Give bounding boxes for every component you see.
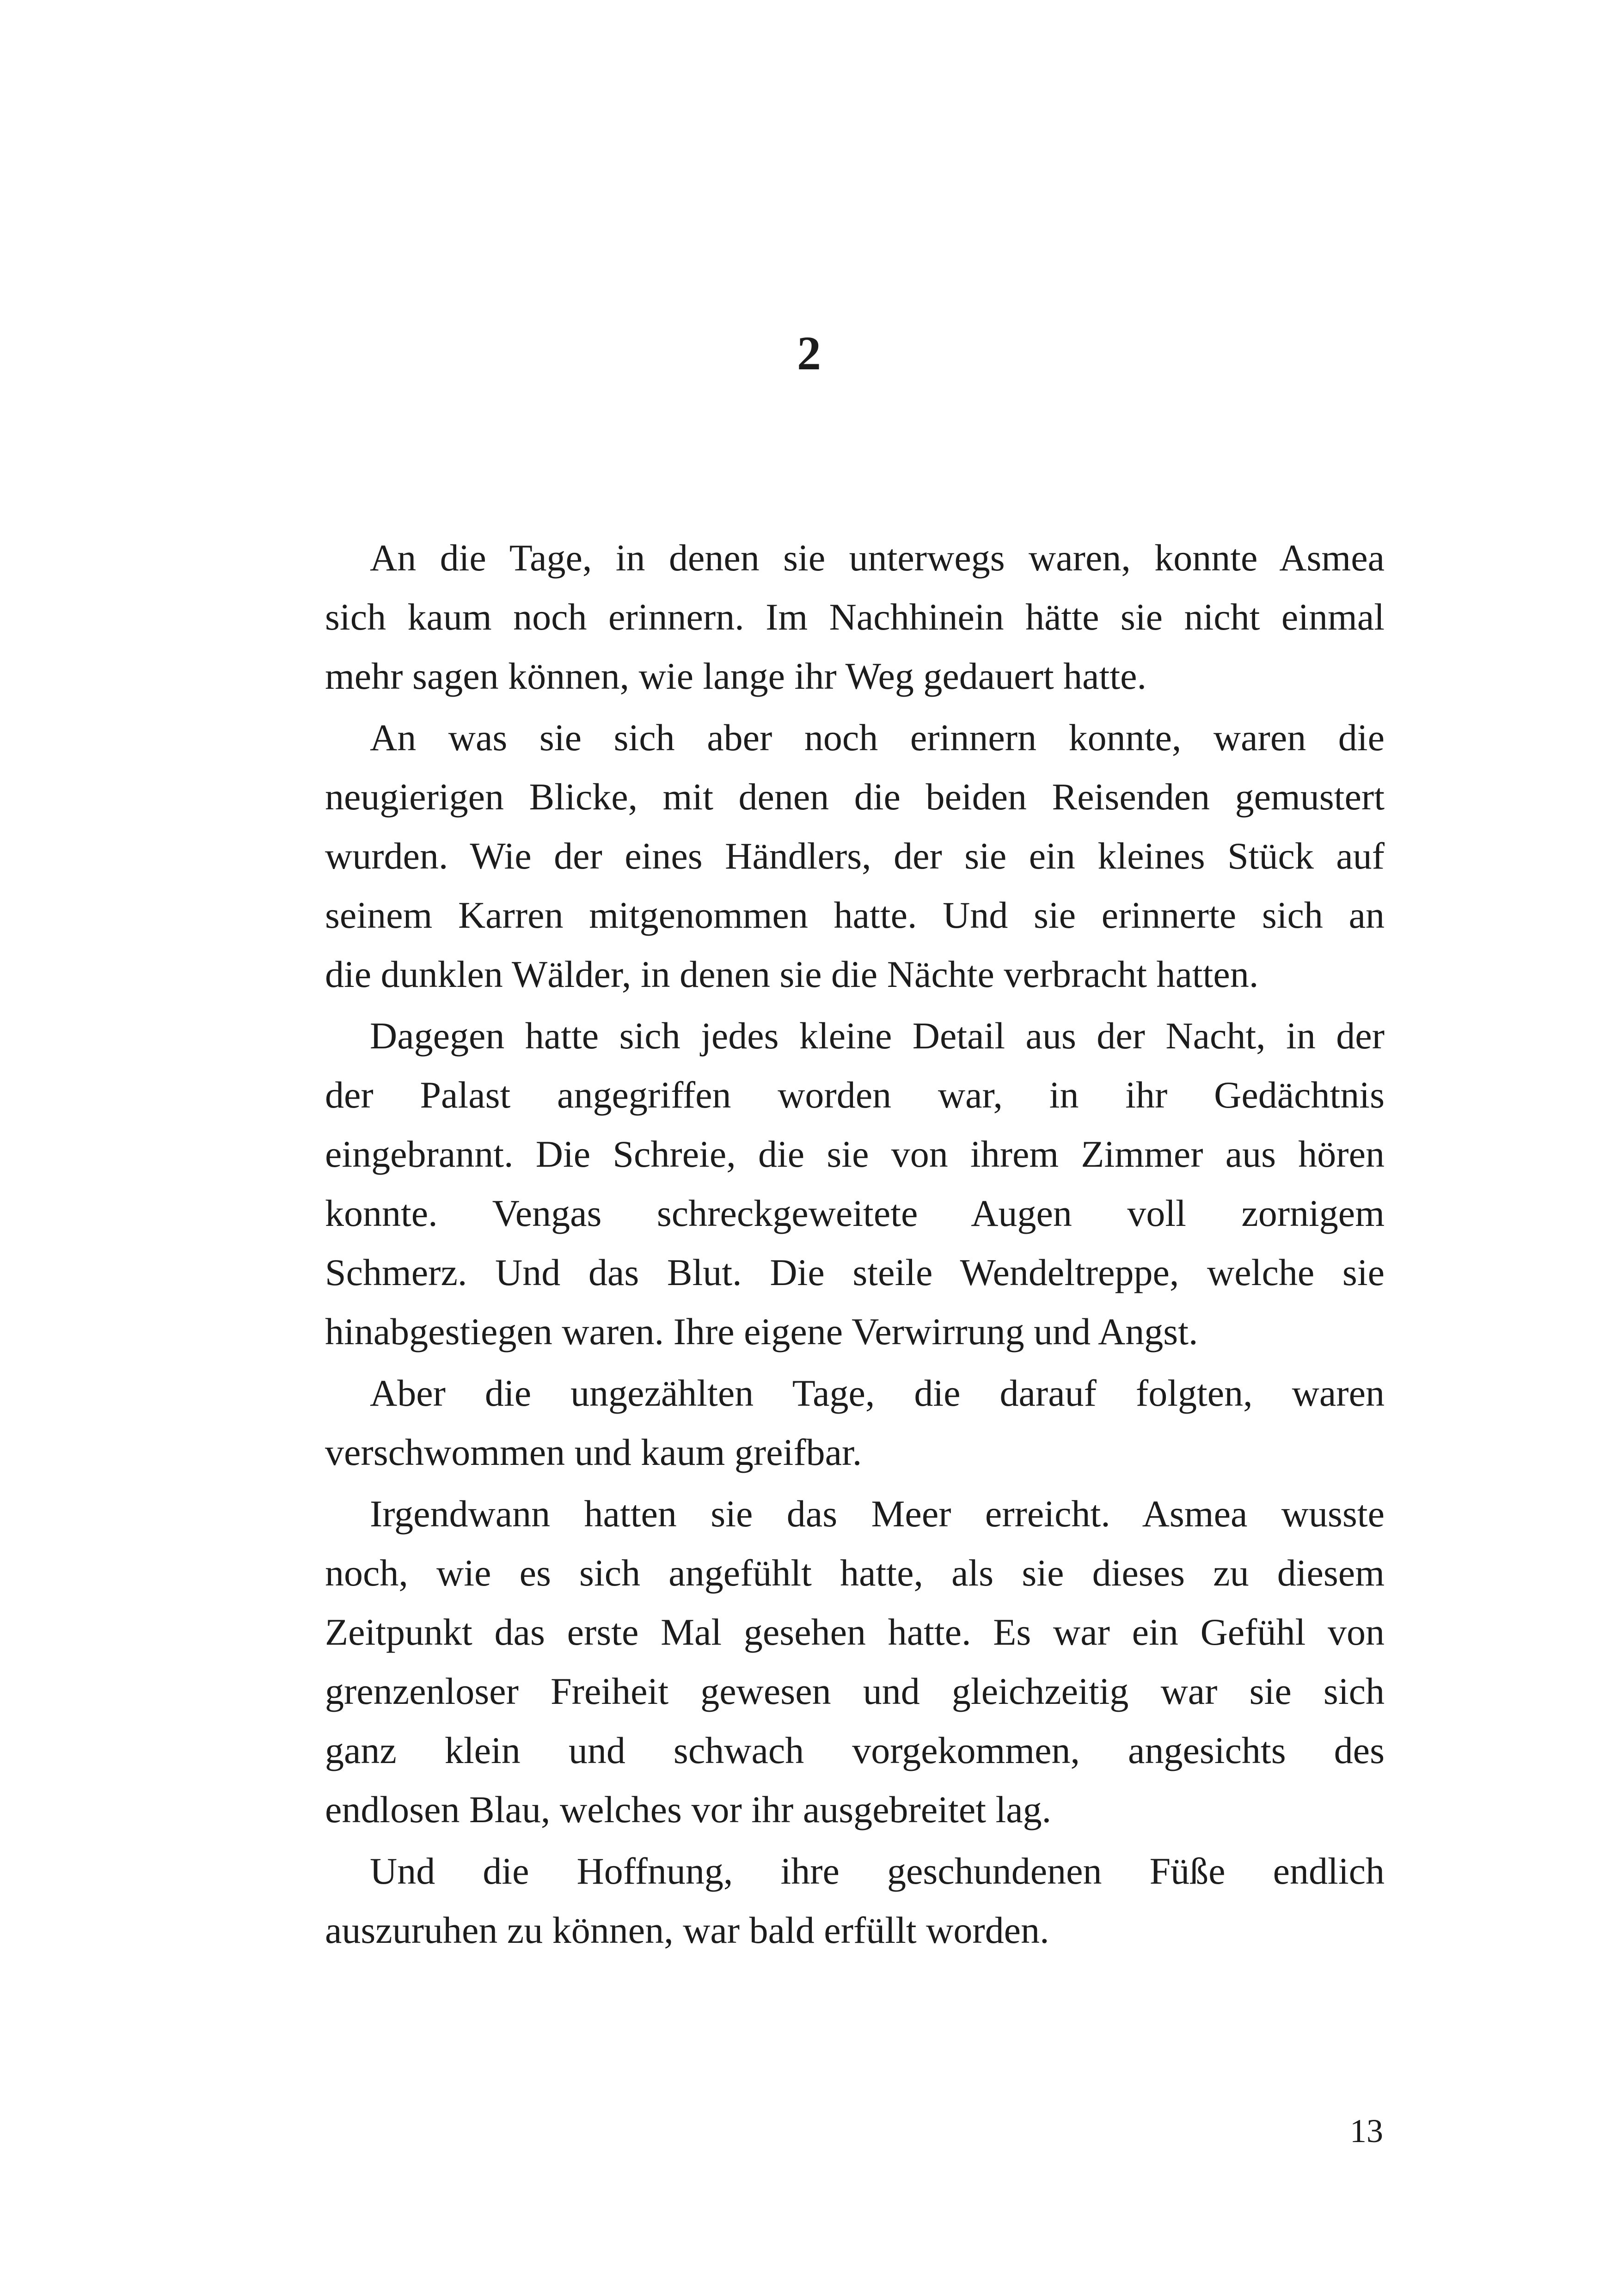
text-line: hinabgestiegen waren. Ihre eigene Verwirrung und Angst.	[325, 1310, 1198, 1353]
chapter-body	[325, 528, 1385, 1962]
text-line: auszuruhen zu können, war bald erfüllt worden.	[325, 1909, 1049, 1951]
paragraph	[325, 1364, 1385, 1482]
text-line: ganz klein und schwach vorgekommen, angesichts des	[325, 1729, 1385, 1771]
paragraph	[325, 708, 1385, 1004]
text-line: Aber die ungezählten Tage, die darauf folgten, waren	[370, 1372, 1385, 1414]
text-line: Zeitpunkt das erste Mal gesehen hatte. Es war ein Gefühl von	[325, 1611, 1385, 1653]
text-line: Irgendwann hatten sie das Meer erreicht. Asmea wusste	[370, 1493, 1385, 1535]
text-line: konnte. Vengas schreckgeweitete Augen voll zornigem	[325, 1192, 1385, 1234]
paragraph	[325, 1484, 1385, 1839]
text-line: noch, wie es sich angefühlt hatte, als sie dieses zu diesem	[325, 1552, 1385, 1594]
text-line: An was sie sich aber noch erinnern konnte, waren die	[370, 716, 1385, 759]
text-line: wurden. Wie der eines Händlers, der sie ein kleines Stück auf	[325, 835, 1385, 877]
paragraph	[325, 1842, 1385, 1960]
text-line: grenzenloser Freiheit gewesen und gleichzeitig war sie sich	[325, 1670, 1385, 1712]
text-line: Schmerz. Und das Blut. Die steile Wendeltreppe, welche sie	[325, 1251, 1385, 1293]
chapter-number: 2	[797, 327, 821, 380]
page-number: 13	[1350, 2112, 1383, 2149]
text-line: neugierigen Blicke, mit denen die beiden Reisenden gemustert	[325, 776, 1385, 818]
text-line: Und die Hoffnung, ihre geschundenen Füße endlich	[370, 1850, 1385, 1892]
text-line: verschwommen und kaum greifbar.	[325, 1431, 862, 1473]
text-line: Dagegen hatte sich jedes kleine Detail aus der Nacht, in der	[370, 1015, 1385, 1057]
text-line: seinem Karren mitgenommen hatte. Und sie erinnerte sich an	[325, 894, 1385, 936]
text-line: sich kaum noch erinnern. Im Nachhinein hätte sie nicht einmal	[325, 596, 1385, 638]
paragraph	[325, 1006, 1385, 1361]
paragraph	[325, 528, 1385, 706]
text-line: An die Tage, in denen sie unterwegs waren, konnte Asmea	[370, 537, 1385, 579]
text-line: die dunklen Wälder, in denen sie die Nächte verbracht hatten.	[325, 953, 1259, 995]
text-line: der Palast angegriffen worden war, in ihr Gedächtnis	[325, 1074, 1385, 1116]
text-line: mehr sagen können, wie lange ihr Weg gedauert hatte.	[325, 655, 1147, 697]
text-line: endlosen Blau, welches vor ihr ausgebreitet lag.	[325, 1788, 1052, 1831]
text-line: eingebrannt. Die Schreie, die sie von ihrem Zimmer aus hören	[325, 1133, 1385, 1175]
